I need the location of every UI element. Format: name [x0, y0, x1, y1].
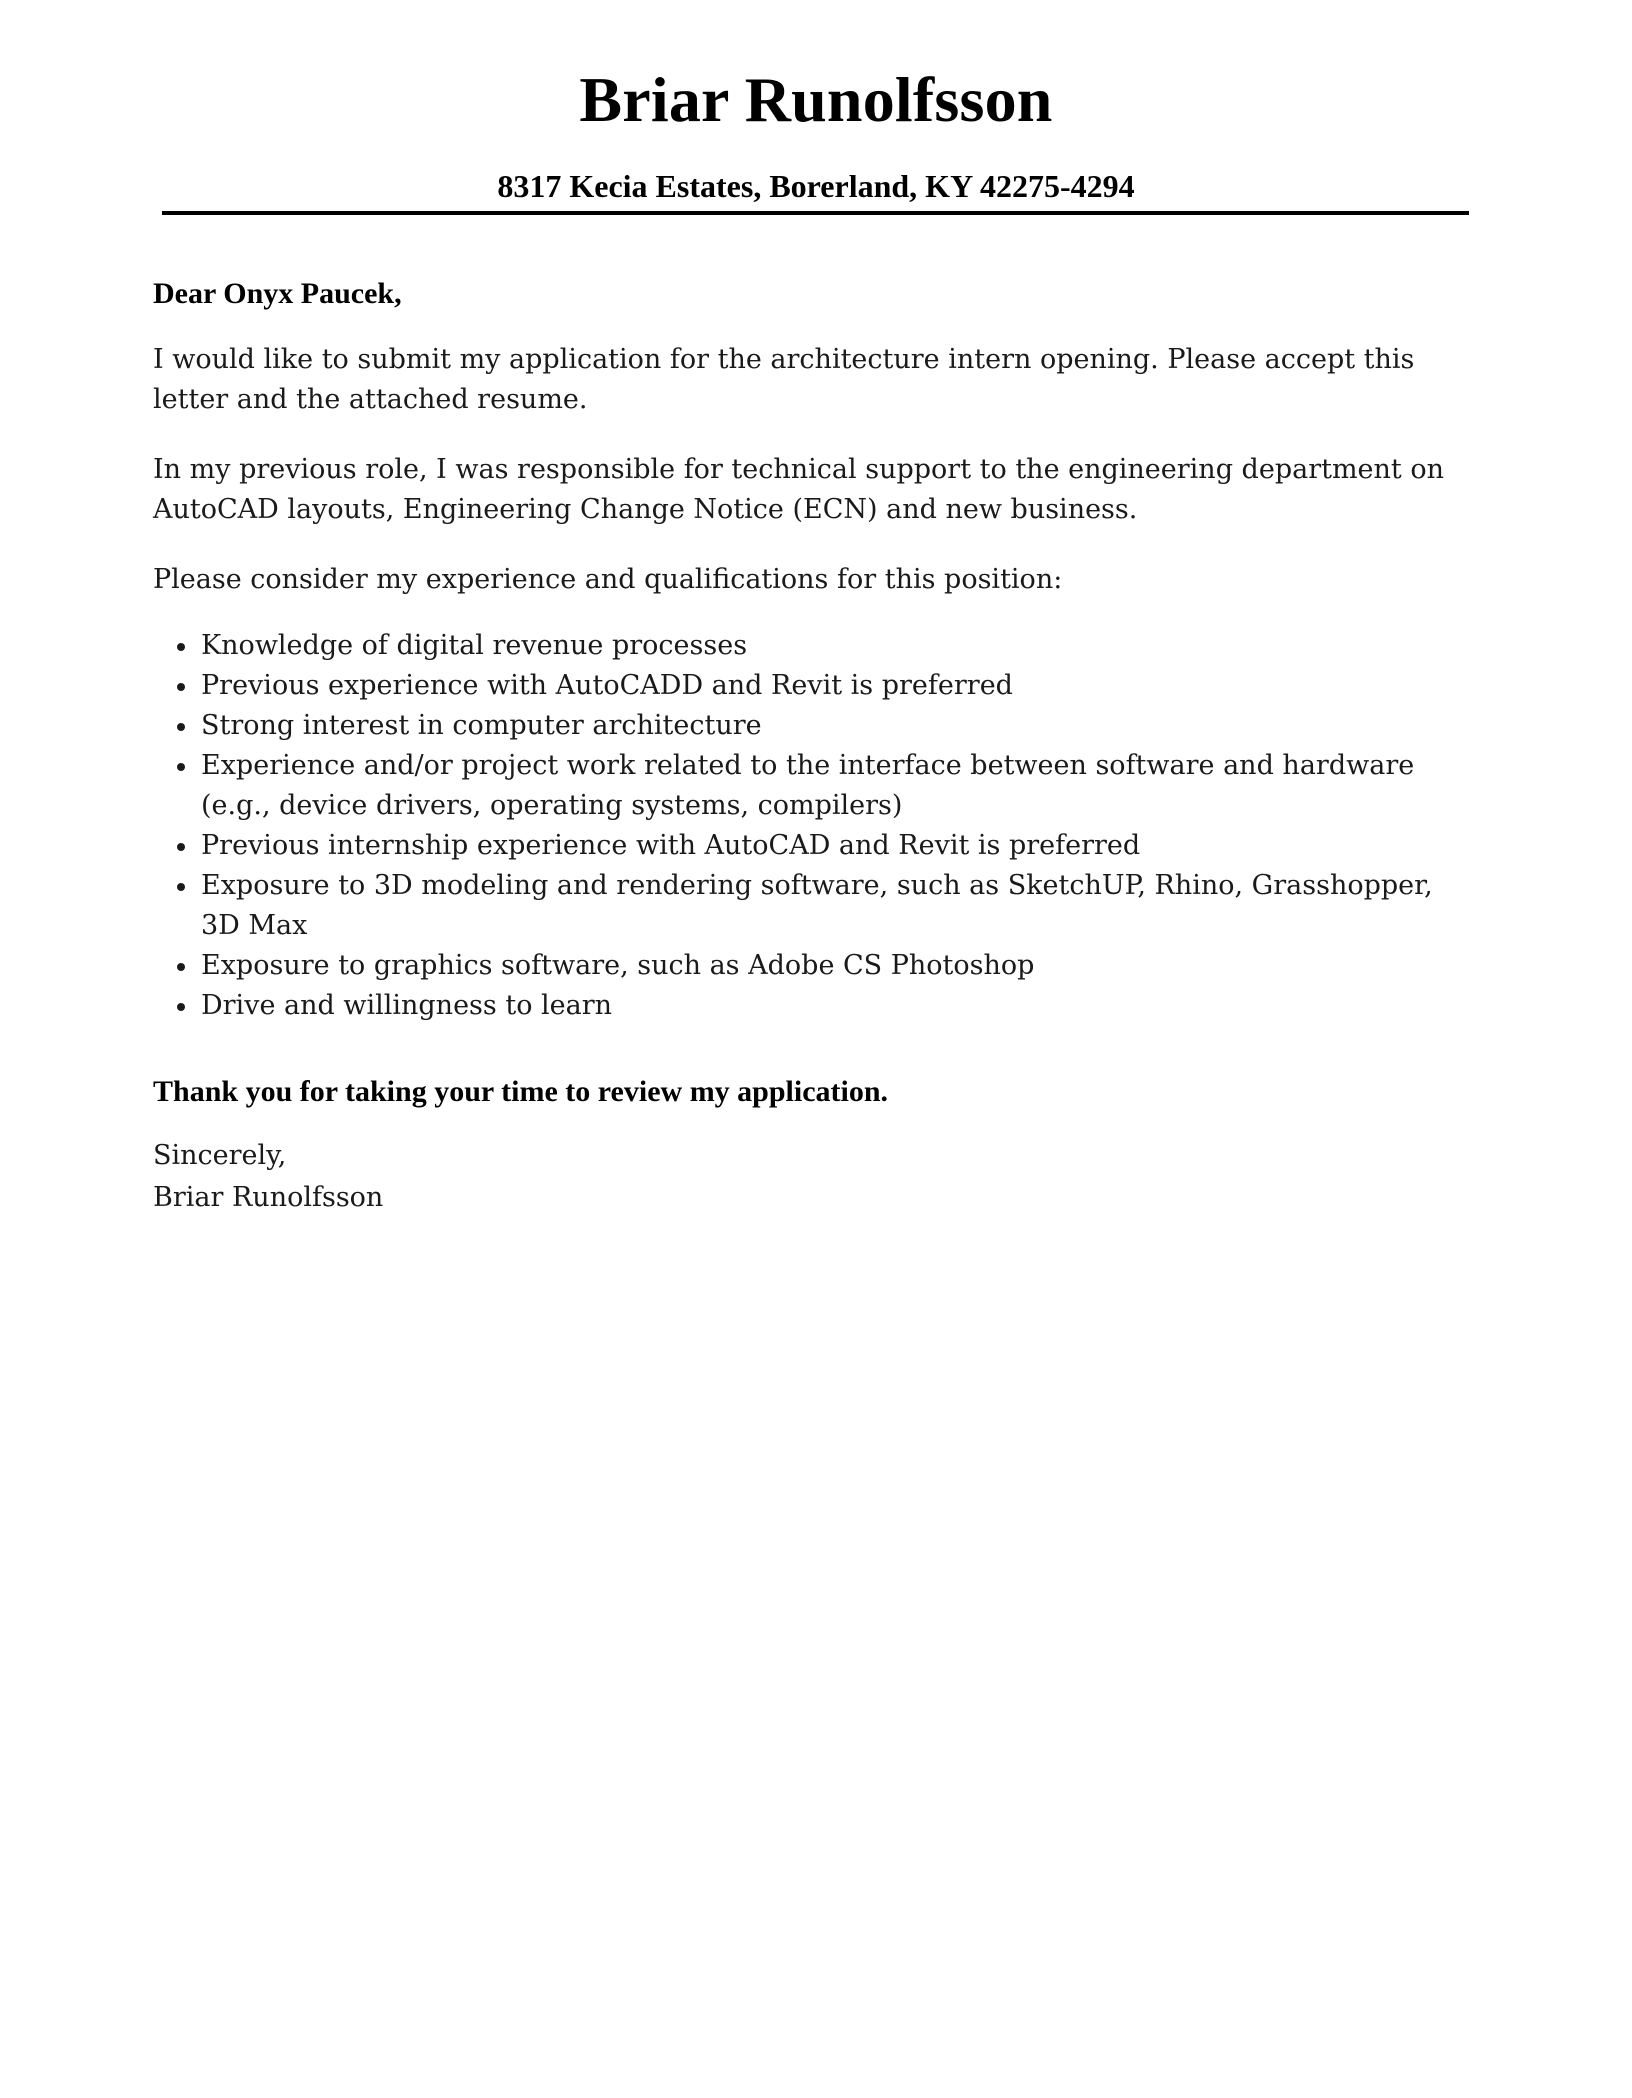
bullet-icon	[177, 763, 185, 771]
experience-paragraph: In my previous role, I was responsible for technical support to the engineering department on AutoCAD layouts, Engineering Change Notice (ECN) and new business.	[153, 454, 1445, 525]
list-item	[153, 746, 1453, 826]
list-item-text: Exposure to 3D modeling and rendering software, such as SketchUP, Rhino, Grasshopper, 3D Max	[201, 870, 1433, 941]
header-divider	[162, 211, 1469, 215]
applicant-name: Briar Runolfsson	[579, 64, 1053, 135]
list-item-text: Previous experience with AutoCADD and Revit is preferred	[201, 670, 1013, 701]
intro-paragraph: I would like to submit my application for the architecture intern opening. Please accept this letter and the attached resume.	[153, 344, 1415, 415]
list-item-text: Experience and/or project work related to the interface between software and hardware (e.g., device drivers, operating systems, compilers)	[201, 750, 1415, 821]
thanks-line: Thank you for taking your time to review my application.	[153, 1075, 889, 1108]
salutation: Dear Onyx Paucek,	[153, 277, 402, 310]
bullet-icon	[177, 643, 185, 651]
signature-name: Briar Runolfsson	[153, 1182, 384, 1213]
closing: Sincerely,	[153, 1140, 287, 1171]
bullet-icon	[177, 723, 185, 731]
qualifications-intro: Please consider my experience and qualifications for this position:	[153, 564, 1063, 595]
list-item	[153, 866, 1453, 946]
list-item-text: Knowledge of digital revenue processes	[201, 630, 748, 661]
list-item-text: Previous internship experience with AutoCAD and Revit is preferred	[201, 830, 1141, 861]
list-item	[153, 946, 1453, 986]
list-item-text: Drive and willingness to learn	[201, 990, 613, 1021]
qualifications-list	[153, 626, 1453, 1026]
list-item-text: Strong interest in computer architecture	[201, 710, 762, 741]
applicant-address: 8317 Kecia Estates, Borerland, KY 42275-4294	[497, 168, 1135, 204]
bullet-icon	[177, 683, 185, 691]
bullet-icon	[177, 1003, 185, 1011]
list-item-text: Exposure to graphics software, such as Adobe CS Photoshop	[201, 950, 1035, 981]
bullet-icon	[177, 843, 185, 851]
list-item	[153, 826, 1453, 866]
list-item	[153, 706, 1453, 746]
list-item	[153, 666, 1453, 706]
bullet-icon	[177, 883, 185, 891]
list-item	[153, 626, 1453, 666]
list-item	[153, 986, 1453, 1026]
bullet-icon	[177, 963, 185, 971]
